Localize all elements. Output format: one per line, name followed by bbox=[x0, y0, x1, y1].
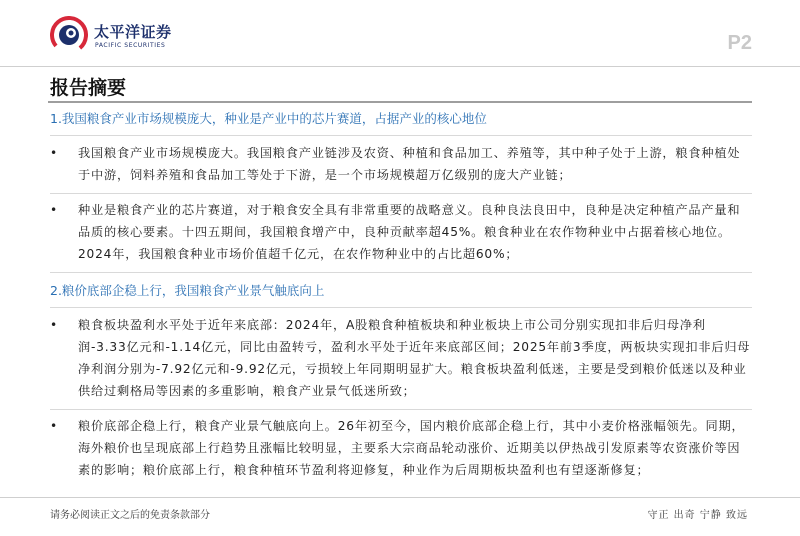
page-title: 报告摘要 bbox=[50, 77, 127, 99]
summary-content bbox=[50, 101, 752, 481]
list-item bbox=[50, 314, 752, 402]
list-item bbox=[50, 142, 752, 186]
list-item-text: 种业是粮食产业的芯片赛道，对于粮食安全具有非常重要的战略意义。良种良法良田中，良种是决定种植产品产量和品质的核心要素。十四五期间，我国粮食增产中，良种贡献率超45%。粮食种业在农作物种业中占据着核心地位。2024年，我国粮食种业市场价值超千亿元，在农作物种业中的占比超60%； bbox=[78, 203, 741, 261]
item-divider bbox=[50, 409, 752, 410]
list-item-text: 我国粮食产业市场规模庞大。我国粮食产业链涉及农资、种植和食品加工、养殖等，其中种子处于上游，粮食种植处于中游，饲料养殖和食品加工等处于下游，是一个市场规模超万亿级别的庞大产业链； bbox=[78, 146, 741, 182]
header-divider bbox=[0, 66, 800, 67]
list-item-text: 粮食板块盈利水平处于近年来底部：2024年，A股粮食种植板块和种业板块上市公司分别实现扣非后归母净利润-3.33亿元和-1.14亿元，同比由盈转亏，盈利水平处于近年来底部区间；2025年前3季度，两板块实现扣非后归母净利润分别为-7.92亿元和-9.92亿元，亏损较上年同期明显扩大。粮食板块盈利低迷，主要是受到粮价低迷以及种业供给过剩格局等因素的多重影响，粮食产业景气低迷所致； bbox=[78, 318, 751, 398]
brand-logo bbox=[50, 16, 190, 56]
brand-name-en: PACIFIC SECURITIES bbox=[95, 42, 166, 49]
section-divider bbox=[50, 135, 752, 136]
disclaimer-text: 请务必阅读正文之后的免责条款部分 bbox=[50, 510, 210, 521]
bullet-icon: • bbox=[50, 146, 58, 160]
bullet-icon: • bbox=[50, 419, 58, 433]
section-heading-2: 2.粮价底部企稳上行，我国粮食产业景气触底向上 bbox=[50, 283, 325, 298]
item-divider bbox=[50, 272, 752, 273]
brand-name-cn: 太平洋证券 bbox=[94, 23, 172, 41]
item-divider bbox=[50, 193, 752, 194]
section-divider bbox=[50, 307, 752, 308]
bullet-icon: • bbox=[50, 318, 58, 332]
bullet-icon: • bbox=[50, 203, 58, 217]
section-heading-1: 1.我国粮食产业市场规模庞大，种业是产业中的芯片赛道，占据产业的核心地位 bbox=[50, 111, 487, 126]
list-item bbox=[50, 199, 752, 265]
company-motto: 守正 出奇 宁静 致远 bbox=[647, 510, 748, 521]
footer-divider bbox=[0, 497, 800, 498]
list-item bbox=[50, 415, 752, 481]
pacific-securities-logo-icon bbox=[50, 16, 88, 54]
list-item-text: 粮价底部企稳上行，粮食产业景气触底向上。26年初至今，国内粮价底部企稳上行，其中小麦价格涨幅领先。同期，海外粮价也呈现底部上行趋势且涨幅比较明显，主要系大宗商品轮动涨价、近期美以伊热战引发原素等农资涨价等因素的影响；粮价底部上行，粮食种植环节盈利将迎修复，种业作为后周期板块盈利也有望逐渐修复； bbox=[78, 419, 745, 477]
page-number: P2 bbox=[727, 32, 752, 54]
